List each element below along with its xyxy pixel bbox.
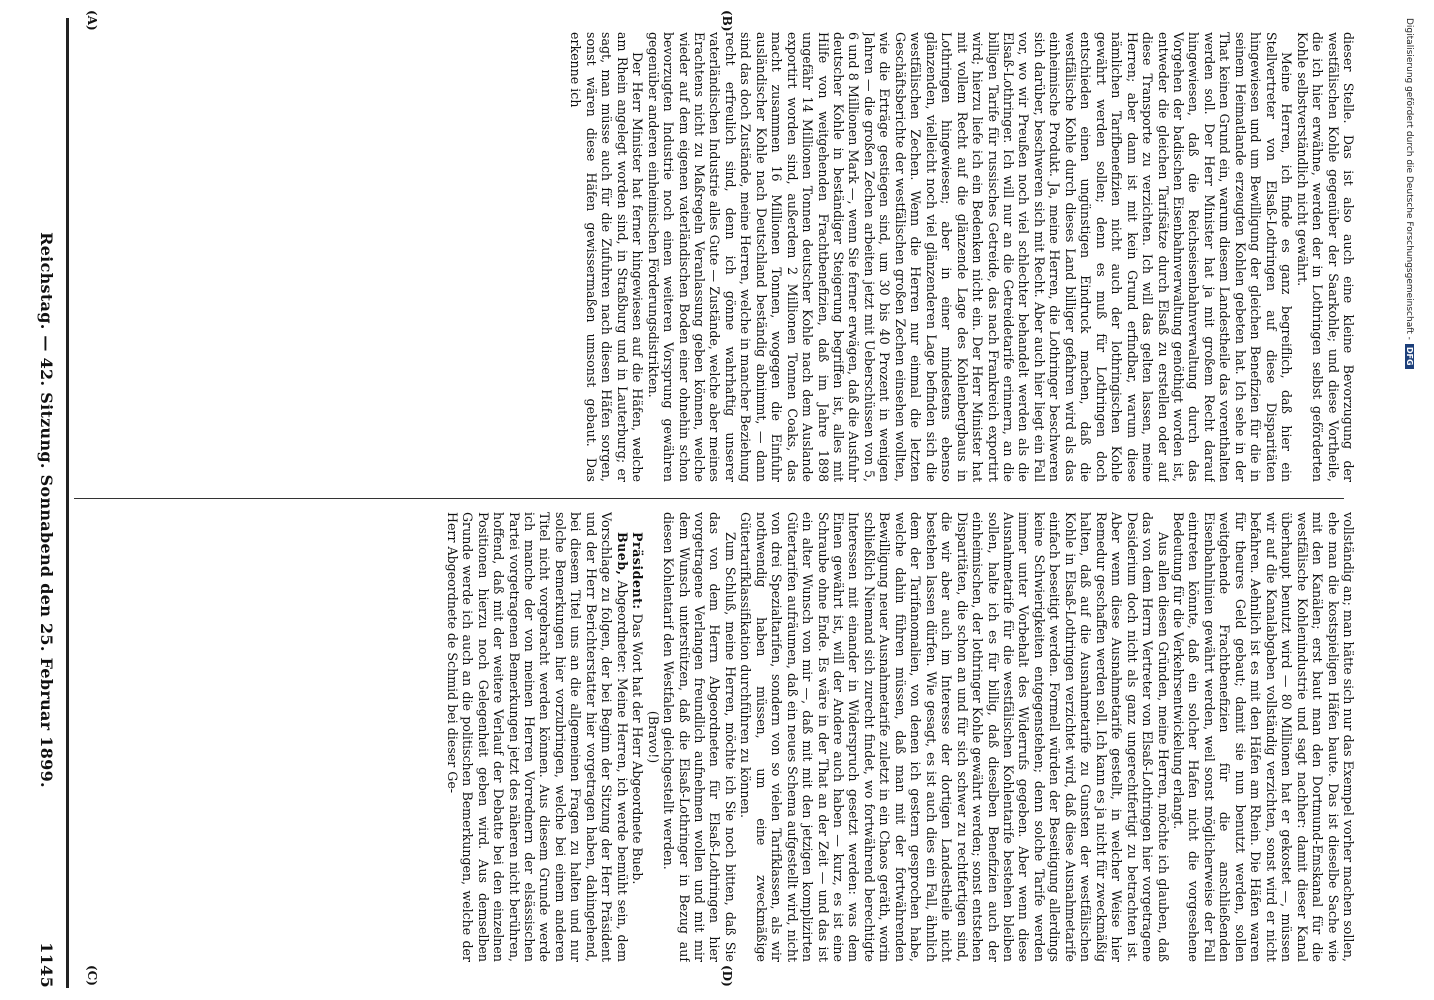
paragraph: vollständig an; man hätte sich nur das Exempel vorher machen sollen, ehe man die kostspieligen Häfen baute. Das ist dieselbe Sache wie mit den Kanälen; erst baut man den Dortmund-Emskanal für die westfälische Kohlenindustrie und sagt nachher: damit dieser Kanal überhaupt benutzt wird — 80 Millionen hat er gekostet —, müssen wir auf die Kanalabgaben vollständig verzichten, sonst wird er nicht befahren. Aehnlich ist es mit den Häfen am Rhein. Die Häfen waren für theures Geld gebaut; damit sie nun benutzt werden, sollen weitgehende Frachtbenefizien für die anschließenden Eisenbahnlinien gewährt werden, weil sonst möglicherweise der Fall eintreten könnte, daß ein solcher Hafen nicht die vorgesehene Bedeutung für die Verkehrsentwickelung erlangt. xyxy=(1171,512,1356,962)
footer-text: Digitalisierung gefördert durch die Deutsche Forschungsgemeinschaft - xyxy=(1404,18,1414,340)
margin-mark-a: (A) xyxy=(85,10,99,31)
paragraph: Aus allen diesen Gründen, meine Herren, möchte ich glauben, daß das von dem Herrn Vertreter von Elsaß-Lothringen hier vorgetragene Desiderium doch nicht als ganz ungerechtfertigt zu betrachten ist. Aber wenn diese Ausnahmetarife gestellt, in welcher Weise hier Remedur geschaffen werden soll. Ich kann es ja nicht für zweckmäßig halten, daß auf die Ausnahmetarife zu Gunsten der westfälischen Kohle in Elsaß-Lothringen verzichtet wird, daß diese Ausnahmetarife einfach beseitigt werden. Formell würden der Beseitigung allerdings keine Schwierigkeiten entgegenstehen; denn solche Tarife werden immer unter Vorbehalt des Widerrufs gegeben. Aber wenn diese Ausnahmetarife für die westfälischen Kohlentarife bestehen bleiben sollen, halte ich es für billig, daß dieselben Benefizien auch der einheimischen, der lothringer Kohle gewährt werden; sonst entstehen Disparitäten, die schon an und für sich schwer zu rechtfertigen sind, die wir aber auch im Interesse der dortigen Landestheile nicht bestehen lassen dürfen. Wie gesagt, es ist auch dies ein Fall, ähnlich dem der Tarifanomalien, von denen ich gestern gesprochen habe, welche dahin führen müssen, daß man mit der fortwährenden Bewilligung neuer Ausnahmetarife zuletzt in ein Chaos geräth, worin schließlich Niemand sich zurecht findet, wo fortwährend berechtigte Interessen mit einander in Widerspruch gesetzt werden: was dem Einen gewährt ist, will der Andere auch haben — kurz, es ist eine Schraube ohne Ende. Es wäre in der That an der Zeit — und das ist ein alter Wunsch von mir —, daß mit mit den jetzigen komplizirten Gütertarifen aufräumen, daß ein neues Schema aufgestellt wird, nicht von drei Spezialtarifen, sondern von so vielen Tarifklassen, als wir nothwendig haben müssen, um eine zweckmäßige Gütertarifklassifikation durchführen zu können. xyxy=(738,512,1171,962)
speech-text: Das Wort hat der Herr Abgeordnete Bueb. xyxy=(630,613,646,885)
paragraph: Meine Herren, ich finde es ganz begreiflich, daß hier ein Stellvertreter von Elsaß-Lothringen auf diese Disparitäten hingewiesen und um Bewilligung der gleichen Benefizien für die in seinem Heimatlande erzeugten Kohlen gebeten hat. Ich sehe in der That keinen Grund ein, warum diesem Landestheile das vorenthalten werden soll. Der Herr Minister hat ja mit großem Recht darauf hingewiesen, daß die Reichseisenbahnverwaltung durch das Vorgehen der badischen Eisenbahnverwaltung genöthigt worden ist, entweder die gleichen Tarifsätze durch Elsaß zu erstellen oder auf diese Transporte zu verzichten. Ich will das gelten lassen, meine Herren; aber dann ist mit kein Grund erfindbar, warum diese nämlichen Tarifbenefizien nicht auch der lothringischen Kohle gewährt werden sollen; denn es muß für Lothringen doch entschieden einen ungünstigen Eindruck machen, daß die westfälische Kohle durch dieses Land billiger gefahren wird als das einheimische Produkt. Ja, meine Herren, die Lothringer beschweren sich darüber, beschweren sich mit Recht. Aber auch hier liegt ein Fall vor, wo wir Preußen noch viel schlechter behandelt werden als die Elsaß-Lothringer. Ich will nur an die Getreidetarife erinnern, an die billigen Tarife für russisches Getreide, das nach Frankreich exportirt wird; hierzu liefe ich ein Bedenken nicht ein. Der Herr Minister hat mit vollem Recht auf die glänzende Lage des Kohlenbergbaus in Lothringen hingewiesen; aber in einer mindestens ebenso glänzenden, vielleicht noch viel glänzenderen Lage befinden sich die westfälischen Zechen. Wenn die Herren nur einmal die letzten Geschäftsberichte der westfälischen großen Zechen einsehen wollten, wie die Erträge gestiegen sind, um 30 bis 40 Prozent in wenigen Jahren — die großen Zechen arbeiten jetzt mit Ueberschüssen von 5, 6 und 8 Millionen Mark —, wenn Sie ferner erwägen, daß die Ausfuhr deutscher Kohle in beständiger Steigerung begriffen ist, alles mit Hilfe von weitgehenden Frachtbenefizien, daß im Jahre 1898 ungefähr 14 Millionen Tonnen deutscher Kohle nach dem Auslande exportirt worden sind, außerdem 2 Millionen Tonnen Coaks, das macht zusammen 16 Millionen Tonnen, wogegen die Einfuhr ausländischer Kohle nach Deutschland beständig abnimmt, — dann sind das doch Zustände, meine Herren, welche in mancher Beziehung recht erfreulich sind, denn ich gönne wahrhaftig unserer vaterländischen Industrie alles Gute — Zustände, welche aber meines Erachtens nicht zu Maßregeln Veranlassung geben können, welche wieder auf dem eigenen vaterländischen Boden einer ohnehin schon bevorzugten Industrie noch einen weiteren Vorsprung gewähren gegenüber anderen einheimischen Förderungsdistrikten. xyxy=(645,32,1295,482)
margin-mark-d: (D) xyxy=(720,965,734,987)
speech-text: Abgeordneter: Meine Herren, ich werde bemüht sein, dem Vorschlage zu folgen, der bei Beginn der Sitzung der Herr Präsident und der Herr Berichterstatter hier vorgetragen haben, dahingehend, bei diesem Titel uns an die allgemeinen Fragen zu halten und nur solche Bemerkungen hier vorzubringen, welche bei einem anderen Titel nicht vorgebracht werden können. Aus diesem Grunde werde ich manche der von meinen Herren Vorrednern der elsässischen Partei vorgetragenen Bemerkungen jetzt des näheren nicht berühren, hoffend, daß mit der weitere Verlauf der Debatte bei den einzelnen Positionen hierzu noch Gelegenheit geben wird. Aus demselben Grunde werde ich auch an die politischen Bemerkungen, welche der Herr Abgeordnete de Schmid bei dieser Ge- xyxy=(444,512,630,962)
paragraph: dieser Stelle. Das ist also auch eine kleine Bevorzugung der westfälischen Kohle gegenüber der Saarkohle; und diese Vortheile, die ich hier erwähne, werden der in Lothringen selbst geförderten Kohle selbstverständlich nicht gewährt. xyxy=(1294,32,1356,482)
right-column xyxy=(71,512,1356,962)
interjection: (Bravo!) xyxy=(645,710,661,764)
dfg-logo: DFG xyxy=(1405,344,1414,369)
digitization-footer xyxy=(1404,18,1414,983)
running-header: Reichstag. — 42. Sitzung. Sonnabend den 25. Februar 1899. xyxy=(37,232,56,788)
column-divider xyxy=(74,498,1344,499)
speaker-paragraph xyxy=(444,512,629,962)
margin-mark-b: (B) xyxy=(720,10,734,32)
speaker-name: Präsident: xyxy=(630,532,646,610)
paragraph: Zum Schluß, meine Herren, möchte ich Sie noch bitten, daß Sie das von dem Herrn Abgeordneten für Elsaß-Lothringen hier vorgetragene Verlangen freundlich aufnehmen wollen und mit mir dem Wunsch unterstützen, daß die Elsaß-Lothringer in Bezug auf diesen Kohlentarif den Westfalen gleichgestellt werden. xyxy=(661,512,738,962)
margin-mark-c: (C) xyxy=(85,965,99,986)
speaker-paragraph xyxy=(630,512,645,962)
header-rule xyxy=(66,18,69,988)
speaker-name: Bueb, xyxy=(614,532,630,576)
left-column xyxy=(71,32,1356,482)
page-number: 1145 xyxy=(37,942,56,988)
paragraph: Der Herr Minister hat ferner hingewiesen auf die Häfen, welche am Rhein angelegt worden sind, in Straßburg und in Lauterburg; er sagt, man müsse auch für die Zufuhren nach diesen Häfen sorgen, sonst wären diese Häfen gewissermaßen umsonst gebaut. Das erkenne ich xyxy=(568,32,646,482)
